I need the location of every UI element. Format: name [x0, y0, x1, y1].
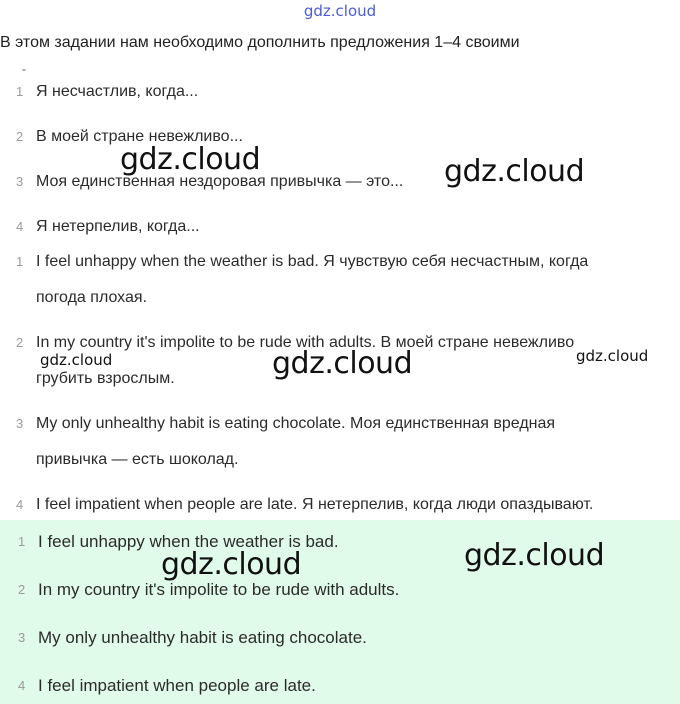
watermark: gdz.cloud: [40, 351, 113, 369]
item-text-line1: In my country it's impolite to be rude with adults. В моей стране невежливо: [36, 334, 575, 351]
item-number: 3: [18, 630, 26, 645]
item-text: In my country it's impolite to be rude with adults.: [38, 580, 400, 599]
watermark: gdz.cloud: [161, 547, 302, 582]
watermark: gdz.cloud: [576, 347, 649, 365]
item-number: 4: [18, 678, 26, 693]
item-number: 2: [16, 335, 24, 350]
item-text-line2: погода плохая.: [36, 289, 147, 306]
item-number: 2: [18, 582, 26, 597]
item-number: 4: [16, 219, 24, 234]
intro-text-tail: -: [22, 62, 26, 76]
item-text-line1: I feel impatient when people are late. Я нетерпелив, когда люди опаздывают.: [36, 496, 594, 513]
item-text-line2: привычка — есть шоколад.: [36, 451, 239, 468]
item-text: В моей стране невежливо...: [36, 128, 243, 145]
item-number: 1: [16, 84, 24, 99]
item-number: 1: [18, 534, 26, 549]
item-number: 3: [16, 174, 24, 189]
item-text-line1: My only unhealthy habit is eating chocolate. Моя единственная вредная: [36, 415, 556, 432]
item-text: Я несчастлив, когда...: [36, 83, 199, 100]
item-text: I feel impatient when people are late.: [38, 676, 316, 695]
item-text: I feel unhappy when the weather is bad.: [38, 532, 339, 551]
item-number: 1: [16, 254, 24, 269]
item-text: Я нетерпелив, когда...: [36, 218, 200, 235]
site-logo[interactable]: gdz.cloud: [303, 2, 377, 20]
watermark: gdz.cloud: [120, 142, 261, 177]
watermark: gdz.cloud: [272, 346, 413, 381]
watermark: gdz.cloud: [444, 154, 585, 189]
item-text: Моя единственная нездоровая привычка — это...: [36, 173, 404, 190]
item-text-line1: I feel unhappy when the weather is bad. Я чувствую себя несчастным, когда: [36, 253, 589, 270]
watermark: gdz.cloud: [464, 538, 605, 573]
intro-text: В этом задании нам необходимо дополнить предложения 1–4 своими: [0, 34, 520, 51]
item-number: 4: [16, 497, 24, 512]
item-text: My only unhealthy habit is eating chocolate.: [38, 628, 367, 647]
item-number: 2: [16, 129, 24, 144]
item-text-line2: грубить взрослым.: [36, 370, 175, 387]
item-number: 3: [16, 416, 24, 431]
